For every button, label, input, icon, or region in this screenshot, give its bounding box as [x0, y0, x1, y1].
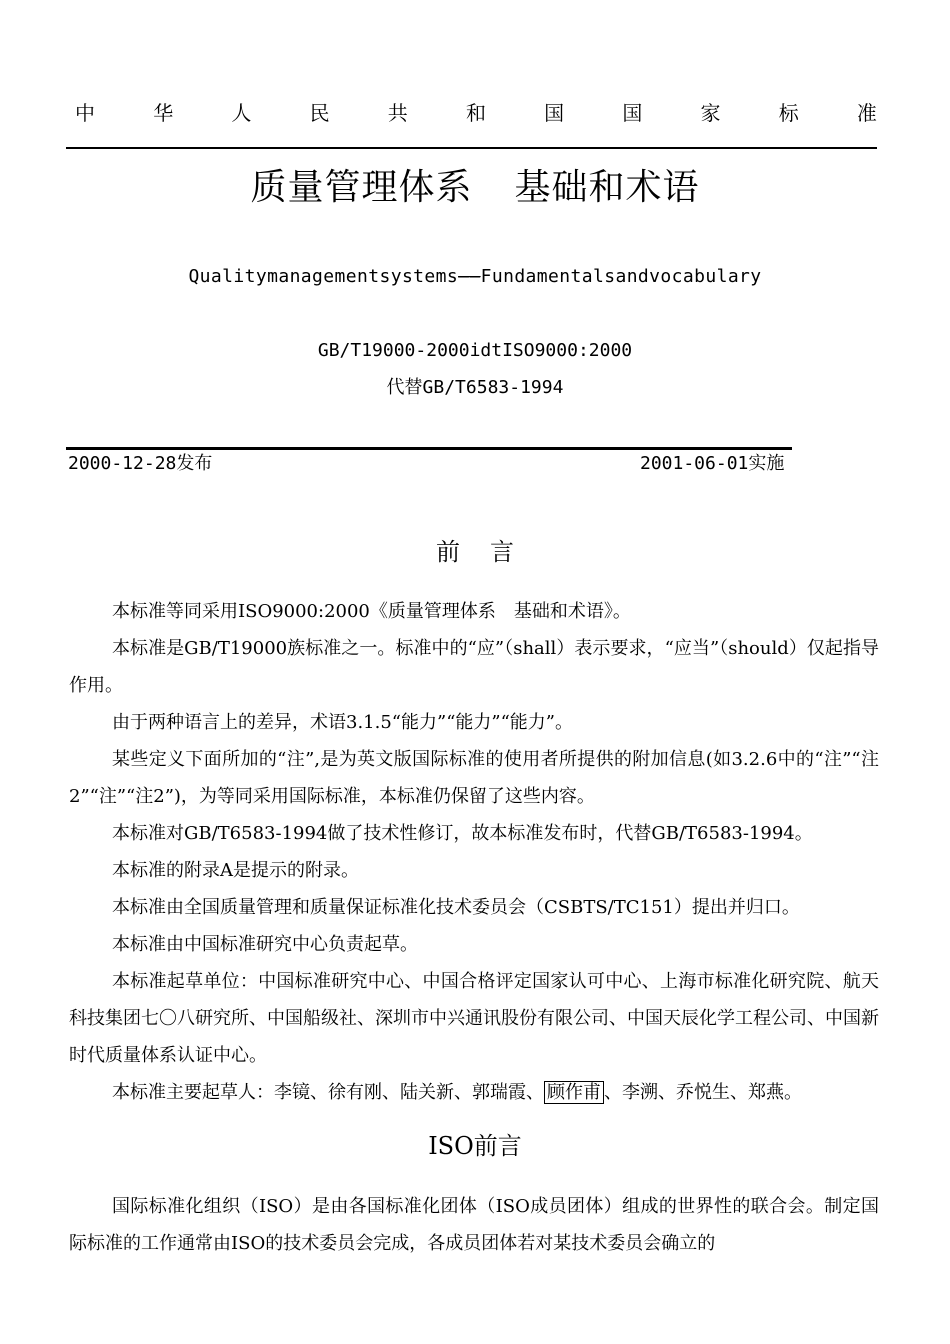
header-char: 准 — [856, 101, 877, 125]
preface-paragraph: 本标准等同采用ISO9000:2000《质量管理体系 基础和术语》。 — [112, 601, 631, 622]
header-char: 人 — [231, 101, 252, 125]
title-part-1: 质量管理体系 — [250, 167, 473, 208]
english-title-dash: —— — [458, 266, 481, 287]
preface-paragraph: 某些定义下面所加的“注”,是为英文版国际标准的使用者所提供的附加信息(如3.2.6中的“注”“注2”“注”“注2”)，为等同采用国际标准，本标准仍保留了这些内容。 — [69, 749, 879, 807]
header-char: 家 — [700, 101, 721, 125]
preface-body — [69, 593, 879, 1111]
header-char: 国 — [544, 101, 565, 125]
header-char: 标 — [778, 101, 799, 125]
drafters-prefix: 本标准主要起草人：李镜、徐有刚、陆关新、郭瑞霞、 — [112, 1082, 544, 1103]
header-char: 国 — [622, 101, 643, 125]
preface-paragraph: 由于两种语言上的差异，术语3.1.5“能力”“能力”“能力”。 — [112, 712, 574, 733]
preface-heading: 前言 — [436, 538, 544, 566]
implement-date-value: 2001-06-01 — [640, 453, 749, 474]
implement-date — [640, 450, 784, 478]
implement-date-label: 实施 — [748, 453, 785, 474]
title-part-2: 基础和术语 — [514, 167, 700, 208]
publish-date-label: 发布 — [176, 453, 213, 474]
publish-date — [68, 450, 212, 478]
drafters-paragraph — [69, 1074, 879, 1111]
preface-paragraph: 本标准是GB/T19000族标准之一。标准中的“应”（shall）表示要求，“应当”（should）仅起指导作用。 — [69, 638, 879, 696]
boxed-drafter-name: 顾作甫 — [544, 1081, 604, 1104]
english-title — [0, 262, 950, 292]
header-char: 共 — [387, 101, 408, 125]
preface-paragraph: 本标准由中国标准研究中心负责起草。 — [112, 934, 418, 955]
preface-paragraph: 本标准的附录A是提示的附录。 — [112, 860, 359, 881]
preface-paragraph: 本标准起草单位：中国标准研究中心、中国合格评定国家认可中心、上海市标准化研究院、航天科技集团七〇八研究所、中国船级社、深圳市中兴通讯股份有限公司、中国天辰化学工程公司、中国新时代质量体系认证中心。 — [69, 971, 879, 1066]
header-rule — [66, 147, 877, 149]
iso-preface-paragraph: 国际标准化组织（ISO）是由各国标准化团体（ISO成员团体）组成的世界性的联合会。制定国际标准的工作通常由ISO的技术委员会完成，各成员团体若对某技术委员会确立的 — [69, 1196, 879, 1254]
publish-date-value: 2000-12-28 — [68, 453, 177, 474]
english-title-part-1: Qualitymanagementsystems — [188, 266, 459, 287]
standard-number: GB/T19000-2000idtISO9000:2000 — [317, 340, 633, 361]
english-title-part-2: Fundamentalsandvocabulary — [480, 266, 762, 287]
header-char: 中 — [75, 101, 95, 125]
header-char: 民 — [309, 101, 330, 125]
standard-header — [75, 98, 877, 128]
preface-paragraph: 本标准对GB/T6583-1994做了技术性修订，故本标准发布时，代替GB/T6583-1994。 — [112, 823, 813, 844]
replaces-standard: 代替GB/T6583-1994 — [386, 377, 564, 398]
drafters-suffix: 、李溯、乔悦生、郑燕。 — [604, 1082, 802, 1103]
document-title — [0, 160, 950, 216]
header-char: 和 — [465, 101, 486, 125]
iso-preface-heading: ISO前言 — [428, 1132, 522, 1160]
header-char: 华 — [153, 101, 174, 125]
iso-preface-body — [69, 1188, 879, 1262]
preface-paragraph: 本标准由全国质量管理和质量保证标准化技术委员会（CSBTS/TC151）提出并归口。 — [112, 897, 800, 918]
